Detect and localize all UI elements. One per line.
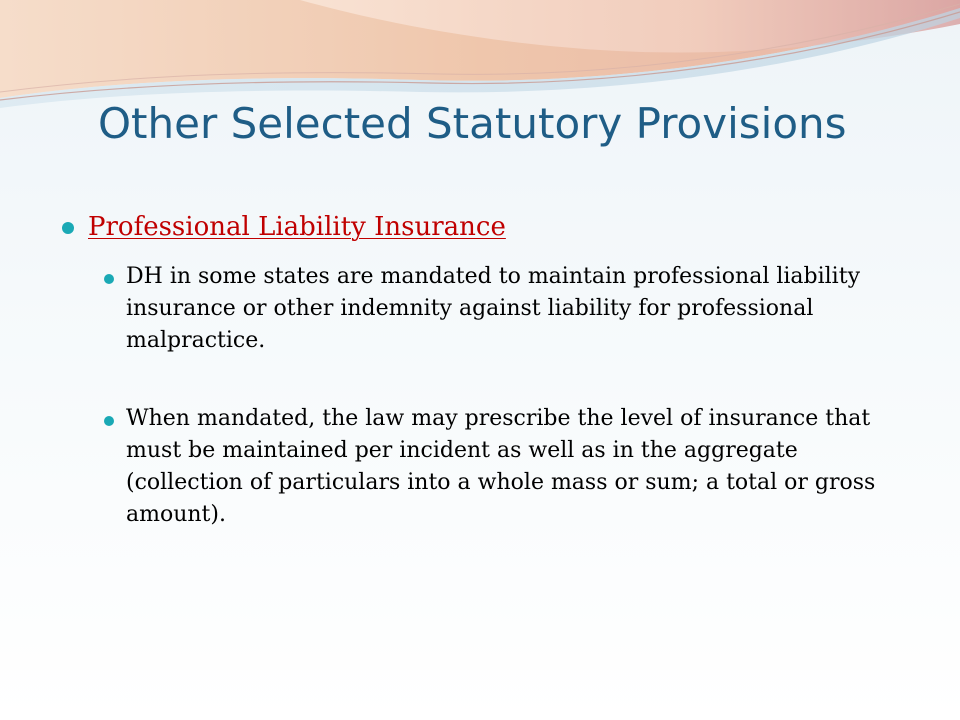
sub-bullet-mandate [96,261,920,357]
sub-bullet-text: DH in some states are mandated to maintain professional liability insurance or other indemnity against liability for professional malpractice. [126,264,860,353]
sub-bullet-text: When mandated, the law may prescribe the level of insurance that must be maintained per incident as well as in the aggregate (collection of particulars into a whole mass or sum; a total or gross amount). [126,406,876,527]
bullet-dot-icon [104,416,114,426]
slide-content [60,205,920,531]
bullet-dot-icon [104,274,114,284]
bullet-level-1 [60,205,920,249]
slide-title: Other Selected Statutory Provisions [98,99,847,148]
bullet-dot-icon [62,222,74,234]
professional-liability-insurance-link[interactable]: Professional Liability Insurance [88,212,506,242]
sub-bullet-level-of-insurance [96,403,920,531]
